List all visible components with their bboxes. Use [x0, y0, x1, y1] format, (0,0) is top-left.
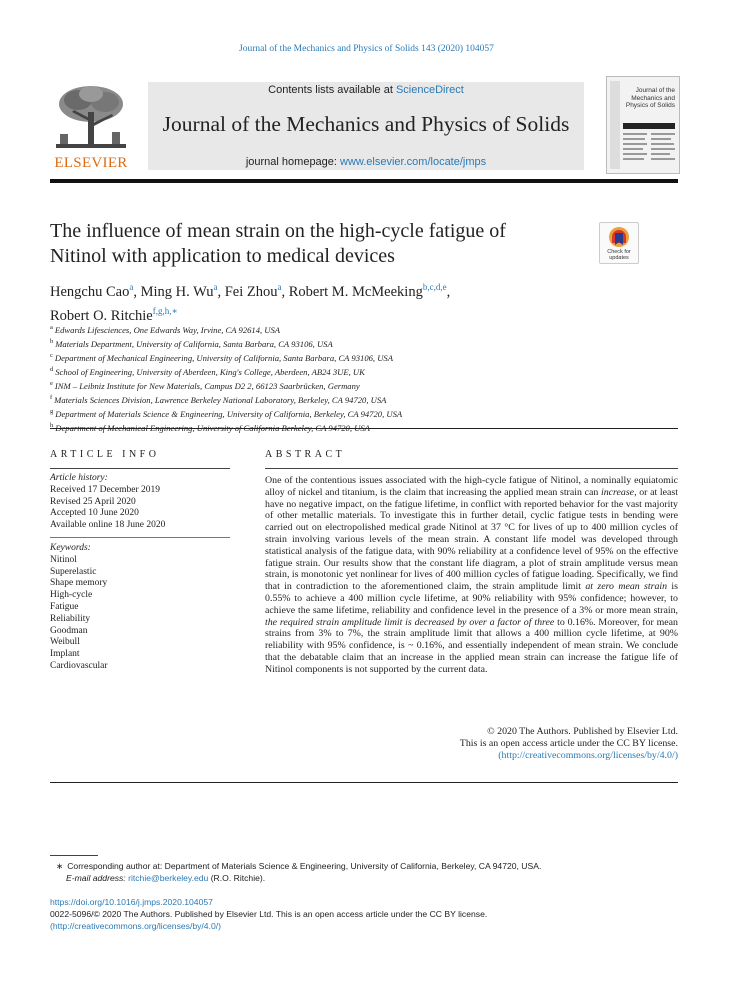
- abstract-heading: ABSTRACT: [265, 449, 346, 460]
- license-link[interactable]: (http://creativecommons.org/licenses/by/4.0/): [498, 750, 678, 761]
- section-rule-bottom: [50, 782, 678, 783]
- keyword: Fatigue: [50, 601, 79, 612]
- journal-cover-thumbnail: [606, 76, 680, 174]
- affiliation: $^a$ Edwards Lifesciences, One Edwards Way, Irvine, CA 92614, USA: [50, 324, 281, 335]
- article-history: [50, 473, 235, 532]
- keyword: Reliability: [50, 613, 91, 624]
- history-received: Received 17 December 2019: [50, 484, 160, 495]
- corresponding-author: ∗ Corresponding author at: Department of Materials Science & Engineering, University of California, Berkeley, CA 94720, USA.: [56, 861, 542, 871]
- affiliation: $^b$ Materials Department, University of California, Santa Barbara, CA 93106, USA: [50, 338, 333, 349]
- affiliations: [50, 322, 680, 435]
- author-list: Hengchu Cao$^a$, Ming H. Wu$^a$, Fei Zhou$^a$, Robert M. McMeeking$^{b,c,d,e}$, Robert O. Ritchie$^{f,g,h,∗}$: [50, 282, 451, 324]
- keyword: Goodman: [50, 625, 88, 636]
- keyword: Shape memory: [50, 578, 108, 589]
- keywords-label: Keywords:: [50, 543, 91, 553]
- history-revised: Revised 25 April 2020: [50, 496, 136, 507]
- copyright-notice: [265, 726, 678, 762]
- article-info-heading: ARTICLE INFO: [50, 449, 160, 460]
- author[interactable]: Robert O. Ritchie$^{f,g,h,∗}$: [50, 305, 178, 324]
- author[interactable]: Fei Zhou$^a$: [224, 282, 282, 300]
- check-updates-label: Check for updates: [607, 249, 631, 261]
- copyright-line: © 2020 The Authors. Published by Elsevier Ltd.: [487, 726, 678, 737]
- affiliation: $^f$ Materials Sciences Division, Lawrence Berkeley National Laboratory, Berkeley, CA 94720, USA: [50, 394, 387, 406]
- keyword: Superelastic: [50, 566, 97, 577]
- doi-link[interactable]: https://doi.org/10.1016/j.jmps.2020.104057: [50, 897, 213, 907]
- history-accepted: Accepted 10 June 2020: [50, 508, 139, 519]
- affiliation: $^h$ Department of Mechanical Engineering, University of California Berkeley, CA 94720, USA: [50, 422, 370, 434]
- doi-license-link[interactable]: (http://creativecommons.org/licenses/by/4.0/): [50, 921, 221, 931]
- email-link[interactable]: ritchie@berkeley.edu: [128, 873, 209, 883]
- keyword: Nitinol: [50, 554, 77, 565]
- homepage-link[interactable]: www.elsevier.com/locate/jmps: [340, 156, 487, 168]
- history-online: Available online 18 June 2020: [50, 520, 166, 531]
- keyword: Weibull: [50, 637, 80, 648]
- journal-title: Journal of the Mechanics and Physics of Solids: [162, 112, 570, 136]
- affiliation: $^d$ School of Engineering, University of Aberdeen, King's College, Aberdeen, AB24 3UE, UK: [50, 366, 365, 378]
- article-info-rule: [50, 468, 230, 469]
- doi-block: [50, 896, 680, 932]
- homepage-line: [148, 156, 584, 168]
- header-rule: [50, 179, 678, 183]
- abstract-rule: [265, 468, 678, 469]
- keyword: Implant: [50, 649, 80, 660]
- keyword: High-cycle: [50, 590, 93, 601]
- paper-title: [50, 219, 570, 269]
- cover-title: Journal of the Mechanics and Physics of Solids: [625, 87, 675, 109]
- homepage-prefix: journal homepage:: [245, 156, 341, 168]
- elsevier-wordmark: ELSEVIER: [54, 155, 128, 171]
- keywords-rule: [50, 537, 230, 538]
- paper-title-line-1: The influence of mean strain on the high-cycle fatigue of: [50, 220, 506, 242]
- section-rule: [50, 428, 678, 429]
- check-for-updates-badge[interactable]: [599, 222, 639, 264]
- email-line: E-mail address: ritchie@berkeley.edu (R.O. Ritchie).: [66, 873, 266, 883]
- abstract-text: One of the contentious issues associated with the high-cycle fatigue of Nitinol, a nominally equiatomic alloy of nickel and titanium, is the claim that increasing the applied mean strain can increase, or at least have no negative impact, on the fatigue lifetime, in conflict with reported behavior for the vast majority of other metallic materials. To investigate this in further detail, cyclic fatigue tests in bending were carried out on electropolished medical grade Nitinol at 37 °C for lives of up to 400 million cycles of strain involving various levels of the mean strain. A constant life model was developed through statistical analysis of the fatigue data, with 90% reliability at a confidence level of 95% on the effective fatigue strain. Our results show that the constant life diagram, a plot of strain amplitude versus mean strain, is monotonic yet nonlinear for lives of 400 million cycles of fatigue loading. Specifically, we find that in contradiction to the aforementioned claim, the strain amplitude limit at zero mean strain is 0.55% to achieve a 400 million cycle lifetime, at 90% reliability with 95% confidence; however, to achieve the same lifetime, reliability and confidence level in the presence of a 3% or more mean strain, the required strain amplitude limit is decreased by over a factor of three to 0.16%. Moreover, for mean strains from 3% to 7%, the strain amplitude limit that allows a 400 million cycle lifetime, at 90% reliability with 95% confidence, is ~ 0.16%, and essentially independent of mean strain. We conclude that the debatable claim that an increase in the applied mean strain can increase the fatigue life of Nitinol components is not supported by the current data.: [265, 475, 678, 675]
- affiliation: $^c$ Department of Mechanical Engineering, University of California, Santa Barbara, CA 93106, USA: [50, 352, 393, 363]
- affiliation: $^g$ Department of Materials Science & Engineering, University of California, Berkeley, CA 94720, USA: [50, 408, 403, 420]
- contents-prefix: Contents lists available at: [268, 84, 396, 96]
- footnote-rule: [50, 855, 98, 856]
- author[interactable]: Hengchu Cao$^a$: [50, 282, 134, 300]
- footnote: [50, 860, 680, 884]
- check-updates-icon: [600, 223, 638, 251]
- keyword: Cardiovascular: [50, 660, 108, 671]
- doi-license: 0022-5096/© 2020 The Authors. Published by Elsevier Ltd. This is an open access article under the CC BY license.: [50, 909, 488, 919]
- history-label: Article history:: [50, 473, 108, 483]
- keywords: [50, 543, 235, 673]
- license-line: This is an open access article under the CC BY license.: [459, 738, 678, 749]
- paper-title-line-2: Nitinol with application to medical devices: [50, 245, 395, 267]
- affiliation: $^e$ INM – Leibniz Institute for New Materials, Campus D2 2, 66123 Saarbrücken, Germany: [50, 380, 360, 392]
- journal-citation[interactable]: Journal of the Mechanics and Physics of Solids 143 (2020) 104057: [239, 44, 494, 54]
- author[interactable]: Ming H. Wu$^a$: [140, 282, 218, 300]
- sciencedirect-link[interactable]: ScienceDirect: [395, 84, 464, 96]
- contents-line: [148, 84, 584, 96]
- author[interactable]: Robert M. McMeeking$^{b,c,d,e}$: [288, 282, 447, 300]
